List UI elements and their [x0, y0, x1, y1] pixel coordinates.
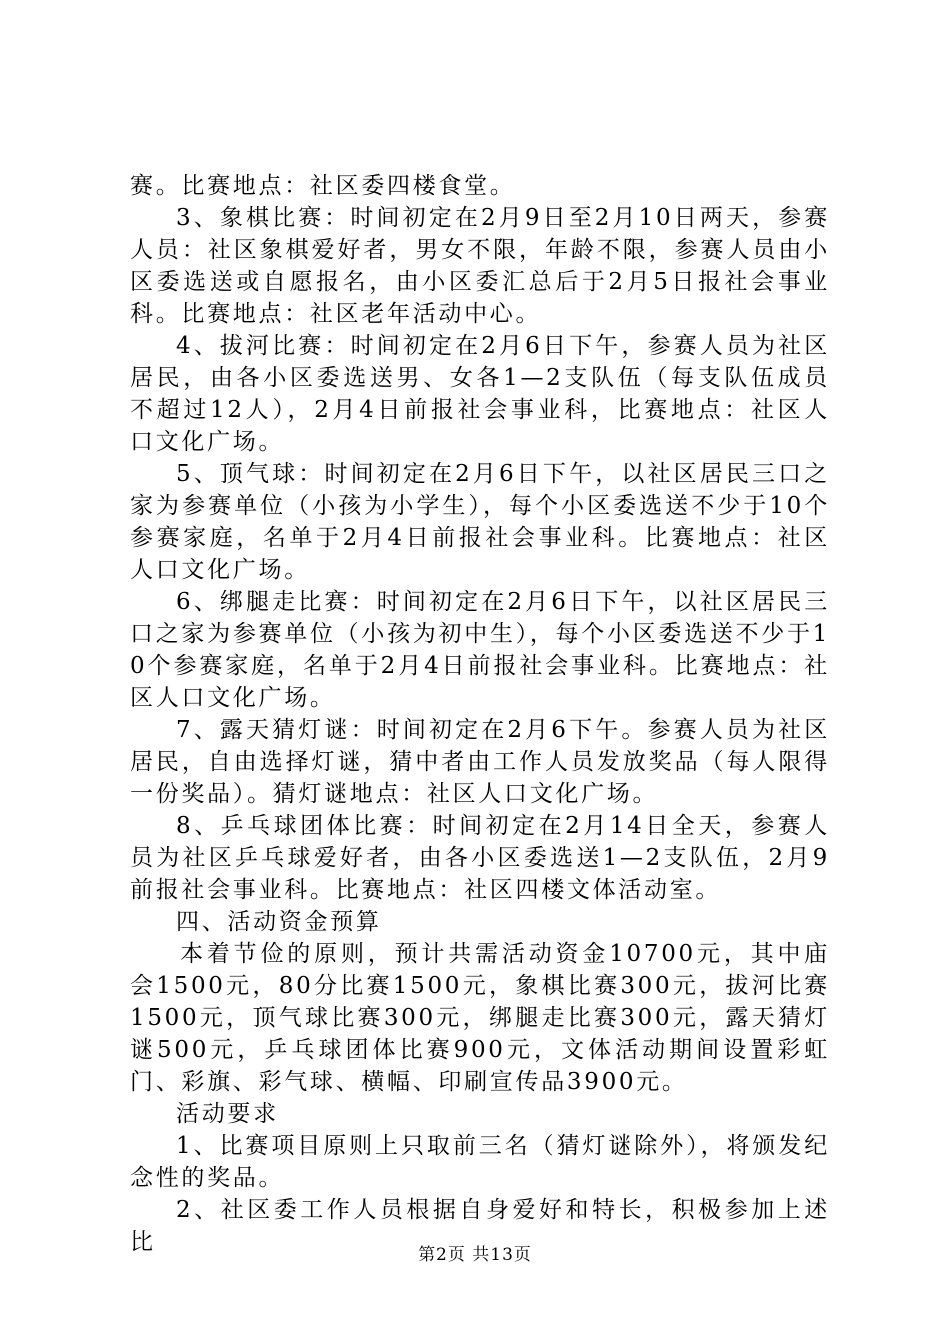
paragraph-budget: 本着节俭的原则，预计共需活动资金10700元，其中庙会1500元，80分比赛1500元，象棋比赛300元，拔河比赛1500元，顶气球比赛300元，绑腿走比赛300元，露天猜灯谜500元，乒乓球团体比赛900元，文体活动期间设置彩虹门、彩旗、彩气球、横幅、印刷宣传品3900元。	[130, 941, 830, 1095]
paragraph-requirement-1: 1、比赛项目原则上只取前三名（猜灯谜除外），将颁发纪念性的奖品。	[130, 1133, 830, 1191]
paragraph-lantern-riddles: 7、露天猜灯谜：时间初定在2月6下午。参赛人员为社区居民，自由选择灯谜，猜中者由工作人员发放奖品（每人限得一份奖品）。猜灯谜地点：社区人口文化广场。	[130, 717, 830, 807]
section-heading-requirements: 活动要求	[176, 1101, 279, 1127]
paragraph-tug-of-war: 4、拔河比赛：时间初定在2月6日下午，参赛人员为社区居民，由各小区委选送男、女各1—2支队伍（每支队伍成员不超过12人），2月4日前报社会事业科，比赛地点：社区人口文化广场。	[130, 333, 830, 455]
paragraph-table-tennis: 8、乒乓球团体比赛：时间初定在2月14日全天，参赛人员为社区乒乓球爱好者，由各小区委选送1—2支队伍，2月9前报社会事业科。比赛地点：社区四楼文体活动室。	[130, 813, 830, 903]
paragraph-continuation: 赛。比赛地点：社区委四楼食堂。	[130, 173, 516, 199]
paragraph-chess-competition: 3、象棋比赛：时间初定在2月9日至2月10日两天，参赛人员：社区象棋爱好者，男女不限，年龄不限，参赛人员由小区委选送或自愿报名，由小区委汇总后于2月5日报社会事业科。比赛地点：社区老年活动中心。	[130, 205, 830, 327]
paragraph-three-legged-race: 6、绑腿走比赛：时间初定在2月6日下午，以社区居民三口之家为参赛单位（小孩为初中生），每个小区委选送不少于10个参赛家庭，名单于2月4日前报社会事业科。比赛地点：社区人口文化广场。	[130, 589, 830, 711]
paragraph-requirement-2: 2、社区委工作人员根据自身爱好和特长，积极参加上述比	[130, 1197, 830, 1255]
section-heading-budget: 四、活动资金预算	[176, 909, 382, 935]
page-number-footer: 第2页 共13页	[418, 1245, 532, 1265]
document-body	[130, 170, 830, 1258]
paragraph-balloon-game: 5、顶气球：时间初定在2月6日下午，以社区居民三口之家为参赛单位（小孩为小学生），每个小区委选送不少于10个参赛家庭，名单于2月4日前报社会事业科。比赛地点：社区人口文化广场。	[130, 461, 830, 583]
